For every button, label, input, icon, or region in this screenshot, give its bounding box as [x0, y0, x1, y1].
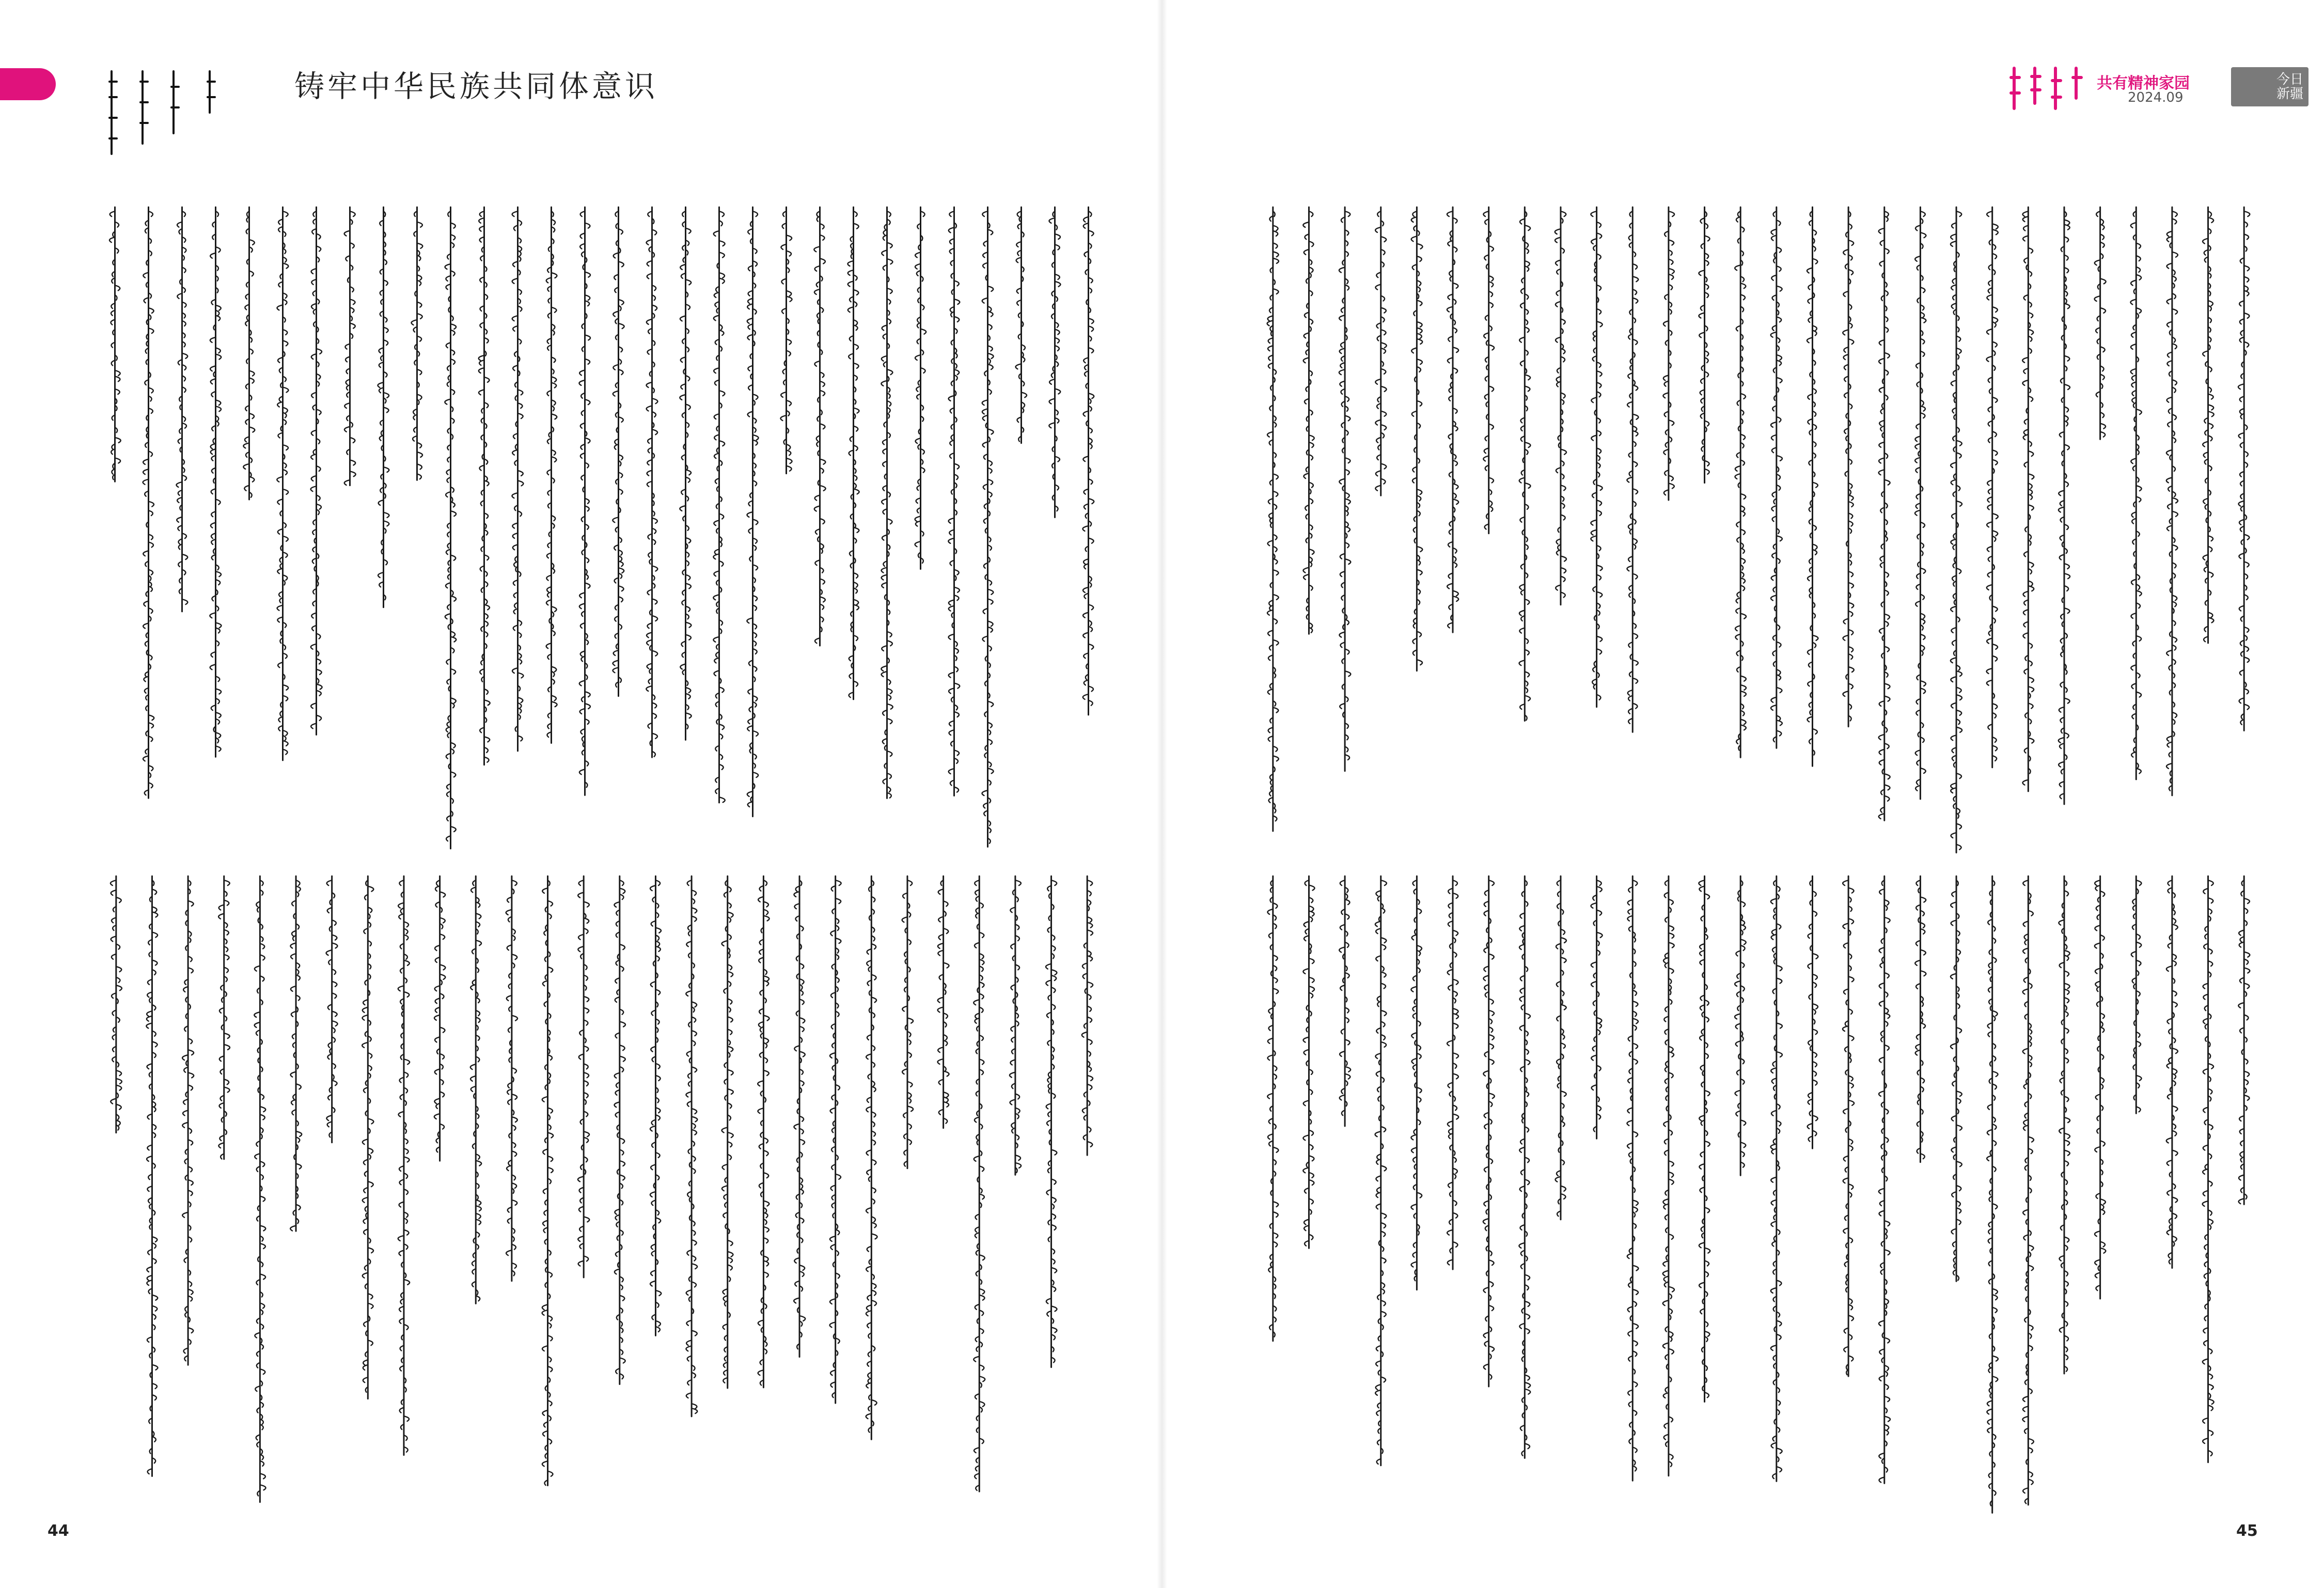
text-column [1411, 207, 1423, 671]
text-column [2203, 207, 2214, 643]
text-column [445, 207, 456, 849]
text-column [2238, 207, 2250, 730]
text-column [579, 207, 590, 795]
text-column [938, 876, 949, 1128]
text-column [412, 207, 423, 480]
text-column [434, 876, 446, 1161]
text-column [1771, 876, 1782, 1481]
header-section-name: 共有精神家园 [2097, 74, 2190, 92]
text-column [1735, 207, 1746, 757]
text-column [1663, 876, 1674, 1476]
text-column [1951, 207, 1962, 853]
text-column [111, 876, 122, 1133]
publication-logo-text: 今日 新疆 [2276, 72, 2303, 102]
text-column [794, 876, 805, 1357]
text-column [210, 207, 221, 757]
text-column [2022, 207, 2034, 791]
text-column [614, 876, 625, 1384]
text-column [780, 207, 792, 474]
right-header [2004, 65, 2314, 112]
text-column [1915, 207, 1926, 799]
text-column [758, 876, 769, 1388]
text-column [1375, 876, 1387, 1466]
text-column [2166, 876, 2178, 1268]
text-column [290, 876, 302, 1231]
text-column [1339, 207, 1351, 771]
text-column [1879, 207, 1890, 820]
text-column [1046, 876, 1057, 1367]
text-column [1082, 207, 1094, 715]
text-column [650, 876, 661, 1335]
text-column [1082, 876, 1093, 1155]
text-column [881, 207, 892, 798]
text-column [2095, 876, 2106, 1299]
text-column [713, 207, 725, 803]
text-column [1663, 207, 1674, 500]
text-column [470, 876, 481, 1303]
gutter [1157, 0, 1167, 1588]
right-lower-text-block [1255, 873, 2262, 1524]
text-column [506, 876, 517, 1281]
text-column [1843, 207, 1854, 726]
text-column [1303, 876, 1314, 1248]
text-column [326, 876, 338, 1143]
text-column [1049, 207, 1060, 518]
text-column [1879, 876, 1890, 1483]
left-upper-text-block [98, 204, 1105, 865]
text-column [2238, 876, 2250, 1204]
text-column [254, 876, 265, 1502]
text-column [866, 876, 877, 1439]
text-column [546, 207, 557, 743]
text-column [146, 876, 158, 1476]
text-column [1519, 207, 1531, 721]
text-column [814, 207, 825, 646]
text-column [109, 207, 121, 481]
text-column [915, 207, 927, 569]
text-column [1447, 876, 1458, 1269]
mongolian-script-columns [1255, 873, 2262, 1524]
text-column [512, 207, 523, 751]
text-column [2059, 207, 2070, 804]
text-column [1843, 876, 1854, 1376]
text-column [1771, 207, 1782, 748]
text-column [176, 207, 187, 612]
mongolian-script-columns [98, 204, 1105, 865]
text-column [1519, 876, 1530, 1458]
text-column [1267, 876, 1278, 1341]
text-column [578, 876, 589, 1278]
text-column [1016, 207, 1027, 443]
text-column [1411, 876, 1422, 1290]
text-column [182, 876, 194, 1365]
mongolian-script-columns [1255, 204, 2262, 865]
text-column [847, 207, 859, 699]
text-column [1447, 207, 1458, 632]
text-column [1986, 207, 1998, 768]
text-column [722, 876, 733, 1388]
text-column [2059, 876, 2070, 1374]
text-column [1699, 207, 1709, 483]
text-column [2131, 876, 2142, 1113]
text-column [902, 876, 914, 1169]
text-column [1339, 876, 1351, 1126]
text-column [378, 207, 389, 608]
text-column [2166, 207, 2178, 796]
text-column [747, 207, 758, 816]
text-column [1556, 876, 1566, 1220]
text-column [982, 207, 993, 847]
mongolian-script-columns [98, 873, 1105, 1524]
mongolian-section-title [101, 66, 266, 159]
text-column [479, 207, 490, 765]
text-column [311, 207, 322, 735]
mongolian-header-logo [2004, 65, 2092, 112]
text-column [2022, 876, 2033, 1505]
text-column [1303, 207, 1314, 634]
text-column [948, 207, 960, 796]
text-column [1627, 207, 1638, 732]
text-column [143, 207, 154, 798]
text-column [1987, 876, 1998, 1513]
page-number-left: 44 [48, 1522, 69, 1540]
text-column [1375, 207, 1387, 495]
text-column [2130, 207, 2141, 780]
text-column [1010, 876, 1021, 1175]
section-tab [0, 68, 56, 100]
text-column [1915, 876, 1926, 1162]
left-lower-text-block [98, 873, 1105, 1524]
text-column [218, 876, 230, 1159]
text-column [1267, 207, 1279, 831]
text-column [2095, 207, 2106, 439]
text-column [680, 207, 691, 740]
text-column [1483, 207, 1494, 534]
text-column [1951, 876, 1962, 1281]
text-column [686, 876, 697, 1416]
text-column [243, 207, 255, 500]
text-column [542, 876, 554, 1486]
text-column [1627, 876, 1638, 1481]
text-column [1735, 876, 1746, 1175]
text-column [1591, 207, 1602, 707]
text-column [1591, 876, 1602, 1139]
text-column [1699, 876, 1710, 1402]
header-issue-date: 2024.09 [2128, 90, 2184, 105]
text-column [1483, 876, 1495, 1387]
text-column [613, 207, 624, 696]
text-column [646, 207, 657, 757]
text-column [1808, 876, 1818, 1148]
text-column [2203, 876, 2214, 1462]
page-title: 铸牢中华民族共同体意识 [294, 69, 658, 104]
text-column [344, 207, 356, 486]
right-upper-text-block [1255, 204, 2262, 865]
page-number-right: 45 [2236, 1522, 2258, 1540]
publication-logo [2231, 67, 2309, 106]
text-column [973, 876, 985, 1491]
text-column [1555, 207, 1566, 605]
text-column [1807, 207, 1818, 766]
text-column [362, 876, 373, 1399]
text-column [830, 876, 841, 1403]
text-column [398, 876, 410, 1455]
text-column [277, 207, 288, 760]
